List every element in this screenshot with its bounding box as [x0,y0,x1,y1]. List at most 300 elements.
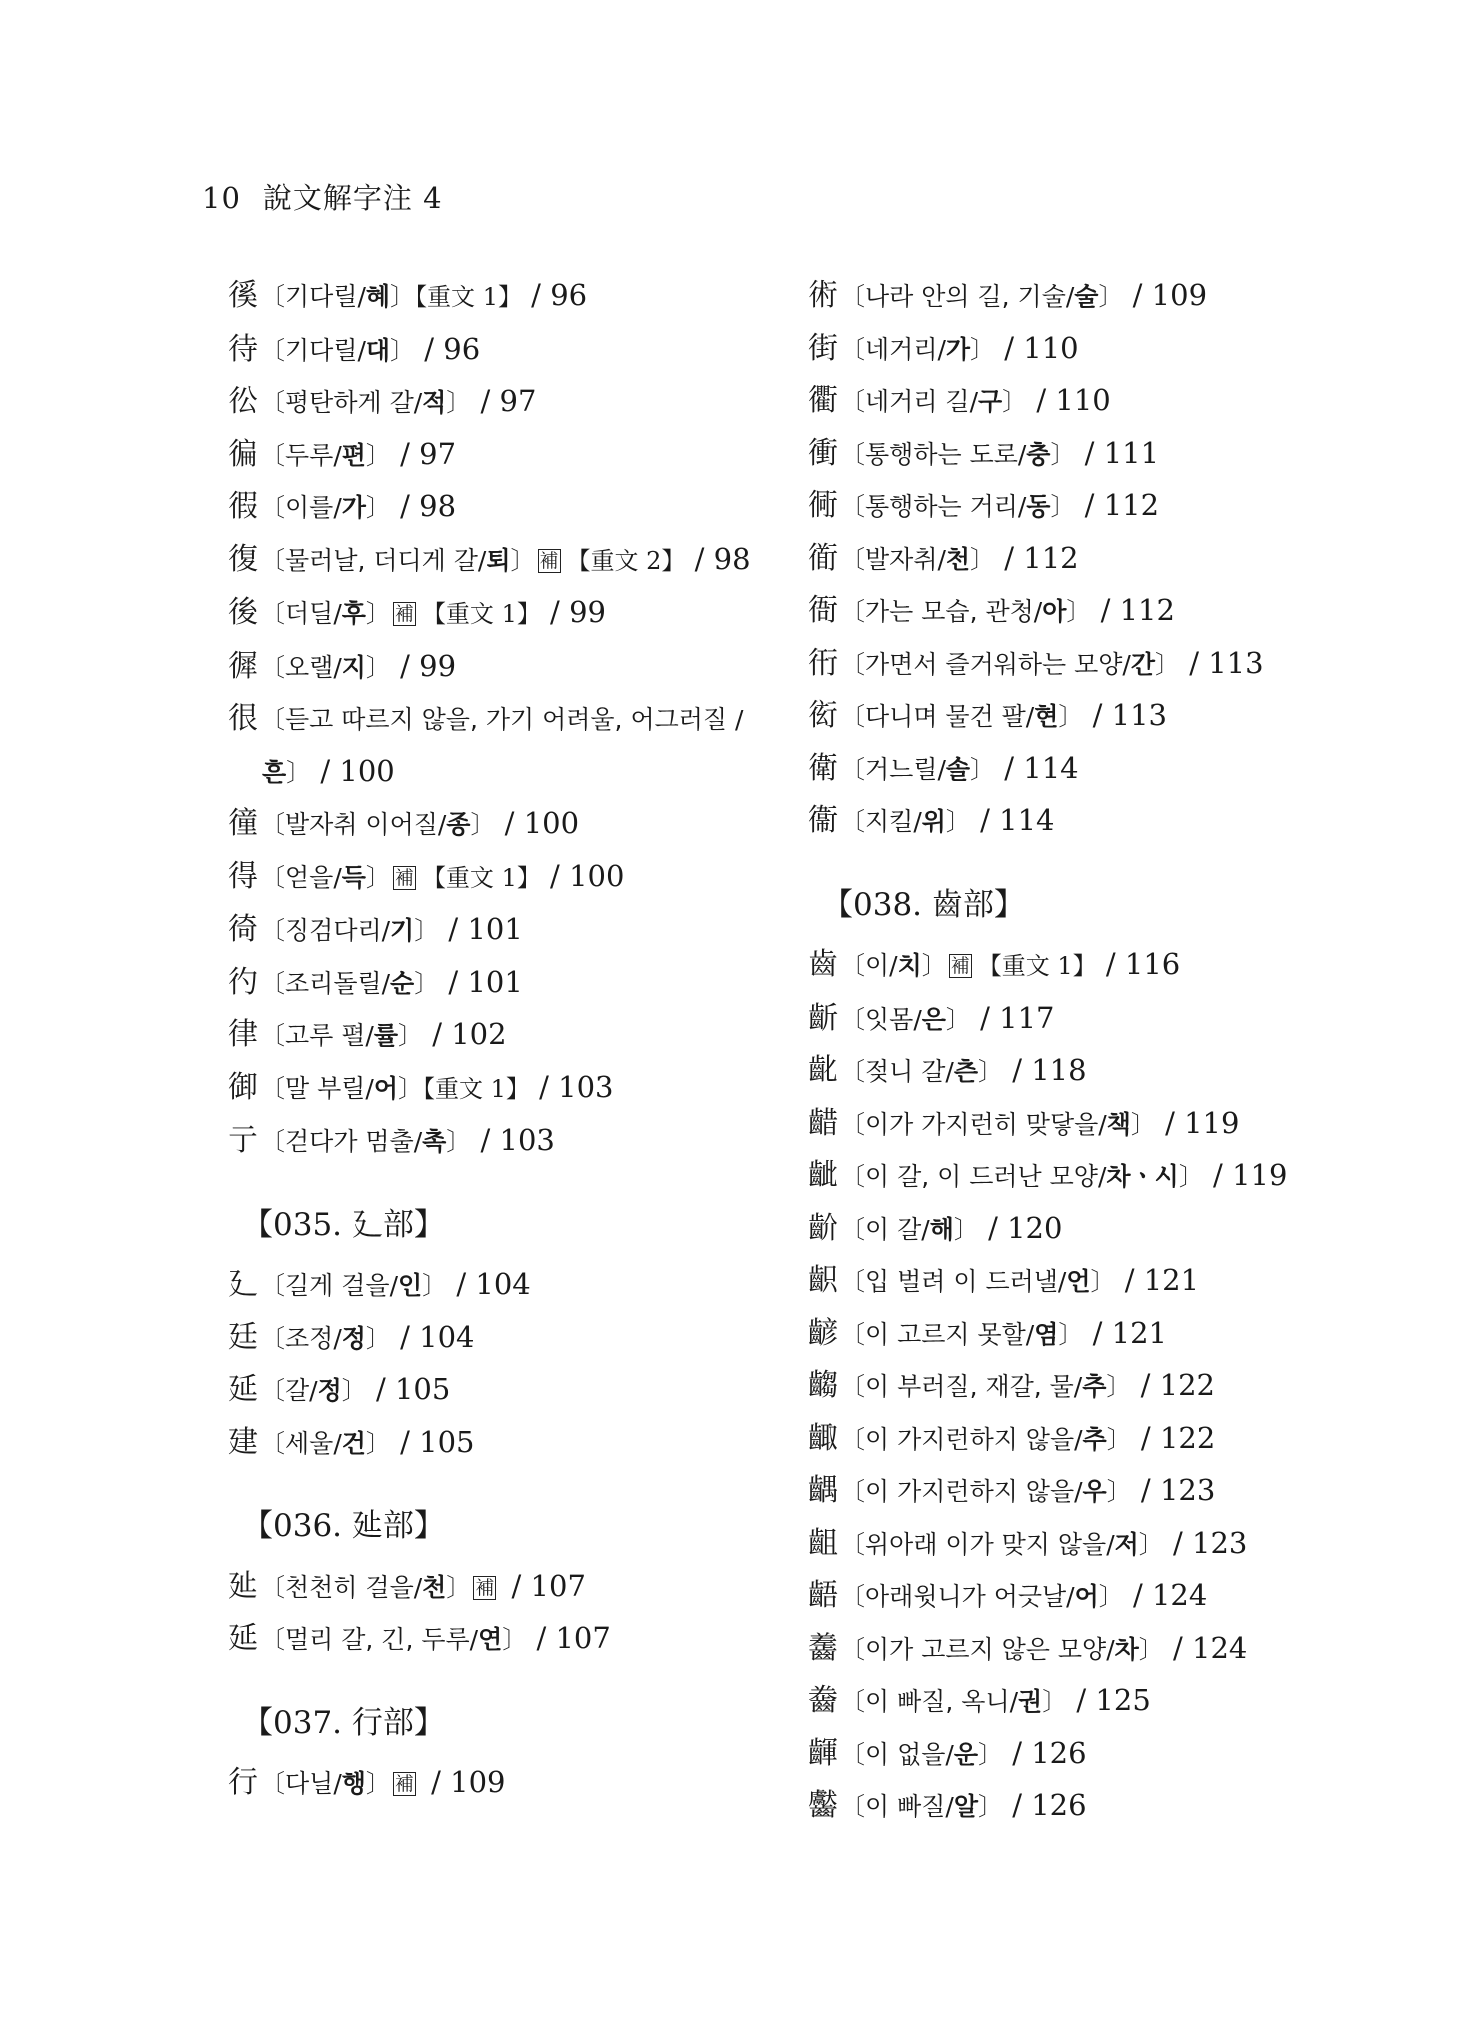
gloss-reading: 츤 [953,1057,978,1086]
page-reference: 116 [1124,947,1181,981]
gloss-meaning: 입 벌려 이 드러낼/ [865,1267,1067,1296]
gloss-meaning: 이 빠질, 옥니/ [865,1687,1019,1716]
gloss-reading: 위 [921,807,946,836]
entry-character: 廴 [228,1267,258,1302]
page-reference: 97 [419,436,457,471]
entry-gloss: 〔길게 걸을/인〕 [260,1271,448,1300]
gloss-reading: 우 [1082,1477,1107,1506]
gloss-meaning: 갈/ [285,1376,318,1405]
gloss-meaning: 이 갈, 이 드러난 모양/ [865,1162,1107,1191]
entry-character: 得 [228,858,258,894]
entry-character: 彴 [228,964,258,1000]
variant-tag: 【重文 1】 [421,863,541,892]
page-reference: 109 [1151,278,1208,312]
entry-gloss: 〔이가 가지런히 맞닿을/책〕 [840,1109,1156,1139]
gloss-meaning: 두루/ [285,440,342,470]
page-reference: 126 [1031,1735,1087,1770]
entry-character: 術 [808,278,838,313]
entry-character: 徸 [228,806,258,841]
page-reference: 104 [419,1319,475,1354]
entry-character: 後 [228,595,258,630]
page-reference: 125 [1095,1683,1151,1717]
entry-gloss: 〔고루 펼/률〕 [260,1021,424,1050]
gloss-meaning: 더딜/ [285,599,342,628]
gloss-reading: 저 [1114,1529,1139,1559]
gloss-meaning: 세울/ [285,1428,342,1458]
index-entry: 建〔세울/건〕 / 105 [228,1424,475,1460]
entry-gloss: 〔가는 모습, 관청/아〕 [840,597,1092,626]
entry-gloss: 〔조리돌릴/순〕 [260,968,440,998]
gloss-reading: 인 [398,1271,423,1300]
page-reference: 109 [450,1765,506,1799]
gloss-meaning: 잇몸/ [865,1004,922,1034]
entry-character: 齤 [808,1683,838,1718]
gloss-reading: 흔 [262,757,287,787]
page-reference: 102 [451,1017,507,1051]
gloss-reading: 구 [978,387,1003,416]
entry-character: 齰 [808,1105,838,1141]
gloss-meaning: 평탄하게 갈/ [285,388,423,417]
entry-character: 齬 [808,1578,838,1613]
page-reference: 124 [1151,1578,1208,1612]
page-header [202,176,465,217]
gloss-meaning: 길게 걸을/ [285,1271,398,1300]
page-reference: 105 [394,1372,451,1406]
index-entry: 衎〔가면서 즐거워하는 모양/간〕 / 113 [808,645,1264,681]
gloss-meaning: 발자취 이어질/ [285,810,447,839]
gloss-reading: 치 [897,951,922,980]
gloss-reading: 편 [341,440,366,470]
page-reference: 111 [1103,435,1160,470]
entry-character: 廷 [228,1319,258,1355]
entry-gloss: 〔다니며 물건 팔/현〕 [840,702,1084,731]
page-reference: 100 [569,858,625,893]
entry-character: 徯 [228,278,258,313]
gloss-reading: 건 [341,1428,366,1458]
index-entry: 衛〔거느릴/솔〕 / 114 [808,750,1079,786]
gloss-reading: 행 [341,1769,366,1798]
index-entry: 衜〔발자취/천〕 / 112 [808,540,1079,576]
gloss-meaning: 고루 펼/ [285,1021,374,1050]
gloss-meaning: 기다릴/ [285,335,366,365]
index-entry: 齤〔이 빠질, 옥니/권〕 / 125 [808,1683,1151,1718]
entry-character: 延 [228,1372,258,1407]
book-title: 說文解字注 4 [262,181,443,215]
gloss-meaning: 가는 모습, 관청/ [865,597,1043,626]
section-heading: 【037. 行部】 [242,1704,445,1741]
section-heading: 【036. 㢟部】 [242,1508,445,1544]
index-entry: 廴〔길게 걸을/인〕 / 104 [228,1267,531,1302]
gloss-meaning: 나라 안의 길, 기술/ [865,282,1075,311]
gloss-meaning: 이가 가지런히 맞닿을/ [865,1109,1107,1139]
entry-gloss: 〔발자취 이어질/종〕 [260,810,496,839]
entry-character: 徛 [228,912,258,947]
page-reference: 114 [1023,750,1079,785]
gloss-reading: 순 [390,968,415,998]
entry-character: 衛 [808,750,838,786]
page-reference: 103 [558,1069,614,1104]
entry-gloss: 〔조정/정〕 [260,1323,391,1353]
index-entry: 衕〔통행하는 거리/동〕 / 112 [808,488,1160,523]
index-entry: 徛〔징검다리/기〕 / 101 [228,912,523,947]
page-reference: 110 [1055,383,1111,417]
entry-character: 齘 [808,1210,838,1246]
gloss-reading: 동 [1026,492,1051,521]
index-entry: 後〔더딜/후〕 補 【重文 1】 / 99 [228,595,606,630]
gloss-reading: 종 [446,810,471,839]
entry-gloss: 〔이 부러질, 재갈, 물/추〕 [840,1372,1132,1401]
gloss-meaning: 조정/ [285,1323,342,1353]
gloss-meaning: 천천히 걸을/ [285,1572,423,1602]
page-reference: 121 [1143,1263,1200,1297]
gloss-reading: 천 [945,544,971,574]
gloss-reading: 적 [422,388,447,417]
gloss-meaning: 가면서 즐거워하는 모양/ [865,649,1131,679]
entry-character: 徧 [228,436,258,472]
entry-gloss: 〔징검다리/기〕 [260,916,440,945]
gloss-reading: 대 [365,335,391,365]
left-column [228,270,788,1810]
index-entry: 得〔얻을/득〕 補 【重文 1】 / 100 [228,858,625,894]
entry-character: 衜 [808,540,838,576]
variant-tag: 【重文 2】 [566,546,686,575]
entry-character: 衎 [808,645,838,681]
gloss-meaning: 발자취/ [865,544,946,574]
gloss-reading: 정 [341,1323,366,1353]
page-reference: 113 [1208,645,1264,680]
entry-gloss: 〔이 고르지 못할/염〕 [840,1319,1084,1349]
gloss-meaning: 통행하는 거리/ [865,492,1027,521]
gloss-reading: 후 [341,599,366,628]
gloss-meaning: 위아래 이가 맞지 않을/ [865,1529,1115,1559]
gloss-reading: 가 [945,334,971,364]
page-reference: 123 [1159,1473,1216,1507]
gloss-reading: 운 [953,1739,978,1769]
right-column [808,270,1408,1833]
entry-gloss: 〔이 갈/해〕 [840,1214,979,1244]
gloss-reading: 책 [1106,1109,1131,1139]
supplement-box: 補 [394,603,414,625]
page-reference: 104 [475,1267,531,1301]
entry-gloss: 〔세울/건〕 [260,1428,391,1458]
entry-character: 衢 [808,383,838,418]
gloss-meaning: 이 빠질/ [865,1792,954,1821]
gloss-meaning: 네거리 길/ [865,387,978,416]
entry-character: 彸 [228,384,258,419]
gloss-meaning: 이를/ [285,493,342,522]
gloss-reading: 아 [1042,597,1067,626]
gloss-meaning: 이 없을/ [865,1739,954,1769]
entry-character: 很 [228,701,258,736]
gloss-meaning: 다닐/ [285,1769,342,1798]
entry-gloss: 〔이 가지런하지 않을/추〕 [840,1424,1132,1454]
gloss-meaning: 거느릴/ [865,754,946,784]
page-reference: 124 [1192,1630,1248,1665]
gloss-reading: 지 [341,652,366,682]
gloss-meaning: 아래윗니가 어긋날/ [865,1582,1075,1611]
gloss-reading: 연 [478,1625,503,1654]
index-entry: 齵〔이 가지런하지 않을/우〕 / 123 [808,1473,1216,1508]
variant-tag: 【重文 1】 [977,952,1097,980]
page-reference: 99 [569,595,606,629]
entry-character: 街 [808,330,838,366]
page-reference: 118 [1031,1053,1087,1087]
page-reference: 101 [467,964,523,999]
entry-character: 衝 [808,435,838,471]
gloss-reading: 정 [317,1376,342,1405]
page-reference: 97 [499,384,537,418]
gloss-meaning: 얻을/ [285,862,342,892]
entry-character: 徲 [228,648,258,684]
entry-character: 齜 [808,1158,838,1193]
entry-gloss: 〔천천히 걸을/천〕 [260,1572,472,1602]
entry-gloss: 〔거느릴/솔〕 [840,754,996,784]
entry-gloss: 〔기다릴/대〕 [260,335,416,365]
entry-character: 衕 [808,488,838,523]
page-reference: 100 [523,806,580,840]
entry-character: 齾 [808,1788,838,1823]
index-entry: 待〔기다릴/대〕 / 96 [228,331,481,367]
gloss-meaning: 다니며 물건 팔/ [865,702,1035,731]
index-entry: 齘〔이 갈/해〕 / 120 [808,1210,1063,1246]
index-entry: 徸〔발자취 이어질/종〕 / 100 [228,806,580,841]
page-reference: 114 [999,803,1055,837]
page-reference: 123 [1192,1525,1248,1560]
entry-character: 齟 [808,1525,838,1561]
page-reference: 98 [713,541,751,576]
entry-character: 㢟 [228,1568,258,1604]
gloss-meaning: 젖니 갈/ [865,1057,954,1086]
entry-gloss: 〔가면서 즐거워하는 모양/간〕 [840,649,1181,679]
page-reference: 121 [1111,1315,1167,1350]
entry-gloss: 〔네거리 길/구〕 [840,387,1028,416]
page-reference: 112 [1023,540,1079,575]
entry-gloss: 〔다닐/행〕 [260,1769,391,1798]
entry-character: 衙 [808,593,838,628]
gloss-meaning: 통행하는 도로/ [865,439,1027,469]
supplement-box: 補 [394,866,414,889]
variant-tag: 【重文 1】 [415,283,522,311]
index-entry: 齾〔이 빠질/알〕 / 126 [808,1788,1087,1823]
entry-gloss: 〔아래윗니가 어긋날/어〕 [840,1582,1124,1611]
gloss-meaning: 걷다가 멈출/ [285,1127,423,1156]
entry-gloss: 〔이/치〕 [840,951,947,980]
entry-gloss: 〔평탄하게 갈/적〕 [260,388,472,417]
page-reference: 105 [419,1424,475,1459]
index-entry: 齔〔젖니 갈/츤〕 / 118 [808,1053,1087,1088]
gloss-meaning: 말 부릴/ [285,1073,374,1103]
gloss-reading: 어 [1074,1582,1099,1611]
page-reference: 119 [1184,1105,1240,1140]
index-entry: 齳〔이 없을/운〕 / 126 [808,1735,1087,1771]
entry-gloss: 〔이 빠질/알〕 [840,1792,1004,1821]
entry-gloss: 〔물러날, 더디게 갈/퇴〕 [260,545,536,575]
page-reference: 99 [419,648,457,683]
entry-gloss: 〔말 부릴/어〕 [260,1073,424,1103]
entry-character: 齺 [808,1368,838,1403]
gloss-meaning: 이 가지런하지 않을/ [865,1477,1083,1506]
index-entry: 御〔말 부릴/어〕【重文 1】 / 103 [228,1069,614,1105]
entry-gloss: 〔나라 안의 길, 기술/술〕 [840,282,1124,311]
index-entry: 齟〔위아래 이가 맞지 않을/저〕 / 123 [808,1525,1248,1561]
gloss-meaning: 징검다리/ [285,916,391,945]
variant-tag: 【重文 1】 [421,600,541,628]
index-entry: 很〔듣고 따르지 않을, 가기 어려울, 어그러질 /흔〕 / 100 [228,701,744,788]
gloss-reading: 염 [1034,1319,1059,1349]
index-entry: 衝〔통행하는 도로/충〕 / 111 [808,435,1160,471]
entry-character: 齵 [808,1473,838,1508]
entry-gloss: 〔이 없을/운〕 [840,1739,1004,1769]
entry-gloss: 〔오랠/지〕 [260,652,391,682]
index-entry: 徦〔이를/가〕 / 98 [228,489,457,524]
entry-gloss: 〔멀리 갈, 긴, 두루/연〕 [260,1625,528,1654]
gloss-meaning: 이 가지런하지 않을/ [865,1424,1083,1454]
entry-gloss: 〔통행하는 도로/충〕 [840,439,1076,469]
gloss-reading: 혜 [365,282,391,311]
index-entry: 彴〔조리돌릴/순〕 / 101 [228,964,523,1000]
variant-tag: 【重文 1】 [423,1074,530,1103]
gloss-reading: 어 [373,1073,398,1103]
gloss-reading: 가 [341,493,366,522]
entry-gloss: 〔걷다가 멈출/촉〕 [260,1127,472,1156]
entry-gloss: 〔이 가지런하지 않을/우〕 [840,1477,1132,1506]
index-entry: 衢〔네거리 길/구〕 / 110 [808,383,1111,418]
index-entry: 律〔고루 펼/률〕 / 102 [228,1017,507,1052]
page-reference: 107 [530,1568,586,1603]
index-entry: 延〔갈/정〕 / 105 [228,1372,451,1407]
gloss-reading: 해 [929,1214,954,1244]
index-entry: 齞〔입 벌려 이 드러낼/언〕 / 121 [808,1263,1200,1298]
gloss-meaning: 이 갈/ [865,1214,930,1244]
index-entry: 徧〔두루/편〕 / 97 [228,436,457,472]
page-reference: 100 [339,753,395,788]
entry-character: 律 [228,1017,258,1052]
entry-character: 齒 [808,947,838,982]
index-entry: 廷〔조정/정〕 / 104 [228,1319,475,1355]
index-entry: 衙〔가는 모습, 관청/아〕 / 112 [808,593,1175,628]
index-entry: 延〔멀리 갈, 긴, 두루/연〕 / 107 [228,1621,611,1656]
entry-character: 復 [228,541,258,577]
index-entry: 㢟〔천천히 걸을/천〕 補 / 107 [228,1568,586,1604]
page-reference: 122 [1159,1368,1215,1402]
page-number: 10 [202,181,241,215]
entry-gloss: 〔이 빠질, 옥니/권〕 [840,1687,1068,1716]
entry-character: 齗 [808,1000,838,1036]
entry-character: 齞 [808,1263,838,1298]
page-reference: 120 [1007,1210,1063,1245]
gloss-meaning: 오랠/ [285,652,342,682]
index-entry: 術〔나라 안의 길, 기술/술〕 / 109 [808,278,1208,313]
index-entry: 齱〔이 가지런하지 않을/추〕 / 122 [808,1420,1216,1456]
gloss-reading: 현 [1034,702,1059,731]
entry-gloss: 〔갈/정〕 [260,1376,367,1405]
page-reference: 112 [1103,488,1160,522]
entry-gloss: 〔발자취/천〕 [840,544,996,574]
entry-gloss: 〔잇몸/은〕 [840,1004,971,1034]
gloss-meaning: 이/ [865,951,898,980]
gloss-reading: 률 [373,1021,398,1050]
entry-gloss: 〔두루/편〕 [260,440,391,470]
entry-gloss: 〔기다릴/혜〕 [260,282,416,311]
page-reference: 112 [1119,593,1175,627]
entry-character: 衒 [808,698,838,733]
entry-character: 延 [228,1621,258,1656]
supplement-box: 補 [950,955,970,977]
index-entry: 齴〔이 고르지 못할/염〕 / 121 [808,1315,1167,1351]
entry-gloss: 〔듣고 따르지 않을, 가기 어려울, 어그러질 /흔〕 [260,705,744,787]
page-reference: 101 [467,912,523,946]
page-reference: 98 [419,489,457,523]
index-entry: 齹〔이가 고르지 않은 모양/차〕 / 124 [808,1630,1248,1666]
gloss-reading: 촉 [422,1127,447,1156]
index-entry: 徯〔기다릴/혜〕【重文 1】 / 96 [228,278,588,313]
gloss-reading: 추 [1082,1424,1107,1454]
gloss-reading: 차ㆍ시 [1106,1162,1179,1191]
entry-gloss: 〔지킬/위〕 [840,807,971,836]
entry-character: 齔 [808,1053,838,1088]
entry-gloss: 〔네거리/가〕 [840,334,996,364]
entry-character: 徦 [228,489,258,524]
gloss-meaning: 멀리 갈, 긴, 두루/ [285,1625,479,1654]
page-reference: 103 [499,1123,555,1157]
entry-gloss: 〔입 벌려 이 드러낼/언〕 [840,1267,1116,1296]
entry-character: 御 [228,1069,258,1105]
gloss-reading: 차 [1114,1634,1139,1664]
page-reference: 119 [1232,1158,1288,1192]
page-reference: 107 [555,1621,611,1655]
entry-gloss: 〔통행하는 거리/동〕 [840,492,1076,521]
entry-gloss: 〔이 갈, 이 드러난 모양/차ㆍ시〕 [840,1162,1204,1191]
gloss-reading: 알 [953,1792,978,1821]
page-reference: 96 [443,331,481,366]
index-entry: 衞〔지킬/위〕 / 114 [808,803,1055,838]
index-entry: 復〔물러날, 더디게 갈/퇴〕 補 【重文 2】 / 98 [228,541,751,577]
entry-gloss: 〔젖니 갈/츤〕 [840,1057,1004,1086]
index-entry: 齬〔아래윗니가 어긋날/어〕 / 124 [808,1578,1208,1613]
gloss-reading: 기 [390,916,415,945]
gloss-meaning: 이 부러질, 재갈, 물/ [865,1372,1083,1401]
index-entry: 徲〔오랠/지〕 / 99 [228,648,457,684]
entry-character: 建 [228,1424,258,1460]
entry-character: 待 [228,331,258,367]
supplement-box: 補 [475,1576,495,1599]
entry-character: 齳 [808,1735,838,1771]
page-reference: 117 [999,1000,1055,1035]
gloss-reading: 은 [921,1004,946,1034]
entry-character: 亍 [228,1123,258,1158]
gloss-reading: 간 [1130,649,1155,679]
gloss-reading: 천 [422,1572,447,1602]
page-reference: 96 [550,278,588,312]
section-heading: 【035. 廴部】 [242,1206,445,1243]
index-entry: 齒〔이/치〕 補 【重文 1】 / 116 [808,947,1181,982]
gloss-reading: 솔 [945,754,971,784]
entry-gloss: 〔이가 고르지 않은 모양/차〕 [840,1634,1164,1664]
gloss-meaning: 이가 고르지 않은 모양/ [865,1634,1115,1664]
entry-character: 行 [228,1765,258,1800]
page-reference: 122 [1159,1420,1216,1455]
entry-character: 衞 [808,803,838,838]
entry-gloss: 〔위아래 이가 맞지 않을/저〕 [840,1529,1164,1559]
supplement-box: 補 [394,1773,414,1795]
gloss-meaning: 듣고 따르지 않을, 가기 어려울, 어그러질 / [285,705,744,734]
index-entry: 亍〔걷다가 멈출/촉〕 / 103 [228,1123,555,1158]
gloss-meaning: 지킬/ [865,807,922,836]
gloss-reading: 득 [341,862,366,892]
index-entry: 行〔다닐/행〕 補 / 109 [228,1765,506,1800]
supplement-box: 補 [539,549,559,572]
section-heading: 【038. 齒部】 [822,886,1025,923]
